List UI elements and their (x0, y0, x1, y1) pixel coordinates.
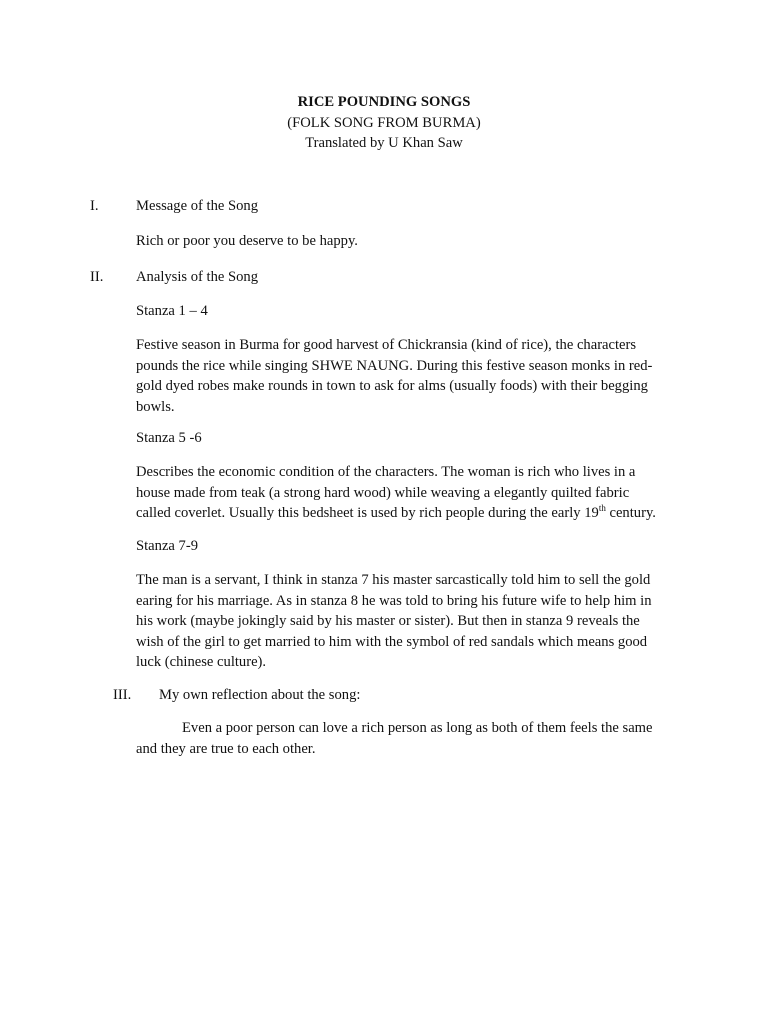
stanza-1-paragraph (136, 335, 671, 417)
paragraph-line: The man is a servant, I think in stanza 7 his master sarcastically told him to sell the gold (136, 572, 651, 588)
title-block (0, 92, 768, 154)
section-3-heading: My own reflection about the song: (159, 687, 361, 703)
reflection-line: Even a poor person can love a rich person as long as both of them feels the same (182, 720, 653, 736)
paragraph-line-text: called coverlet. Usually this bedsheet is used by rich people during the early 19 (136, 505, 599, 522)
paragraph-line: Describes the economic condition of the characters. The woman is rich who lives in a (136, 464, 636, 480)
stanza-2-paragraph (136, 462, 671, 524)
paragraph-line: earing for his marriage. As in stanza 8 he was told to bring his future wife to help him in (136, 592, 652, 609)
paragraph-line: pounds the rice while singing SHWE NAUNG. During this festive season monks in red- (136, 357, 653, 374)
section-1-heading: Message of the Song (136, 198, 259, 214)
section-1-numeral: I. (90, 198, 99, 214)
stanza-1-label: Stanza 1 – 4 (136, 303, 208, 319)
stanza-3-paragraph (136, 570, 671, 673)
ordinal-suffix: th (598, 503, 606, 514)
paragraph-line: gold dyed robes make rounds in town to ask for alms (usually foods) with their begging (136, 378, 648, 395)
section-3-numeral: III. (113, 687, 132, 703)
paragraph-line: his work (maybe jokingly said by his master or sister). But then in stanza 9 reveals the (136, 613, 640, 630)
section-2-heading: Analysis of the Song (136, 269, 259, 285)
paragraph-line (136, 503, 671, 524)
paragraph-line: house made from teak (a strong hard wood) while weaving a elegantly quilted fabric (136, 484, 630, 501)
section-2-numeral: II. (90, 269, 104, 285)
paragraph-line: Festive season in Burma for good harvest of Chickransia (kind of rice), the characters (136, 337, 637, 353)
translator-line: Translated by U Khan Saw (305, 135, 463, 151)
paragraph-line: bowls. (136, 398, 175, 415)
reflection-line: and they are true to each other. (136, 741, 316, 757)
paragraph-line: luck (chinese culture). (136, 654, 267, 671)
document-subtitle: (FOLK SONG FROM BURMA) (287, 114, 481, 131)
stanza-2-label: Stanza 5 -6 (136, 430, 202, 446)
section-1-text: Rich or poor you deserve to be happy. (136, 233, 358, 249)
paragraph-line: wish of the girl to get married to him with the symbol of red sandals which means good (136, 633, 648, 650)
stanza-3-label: Stanza 7-9 (136, 538, 199, 554)
paragraph-line-text: century. (605, 505, 656, 522)
document-title: RICE POUNDING SONGS (297, 94, 471, 110)
